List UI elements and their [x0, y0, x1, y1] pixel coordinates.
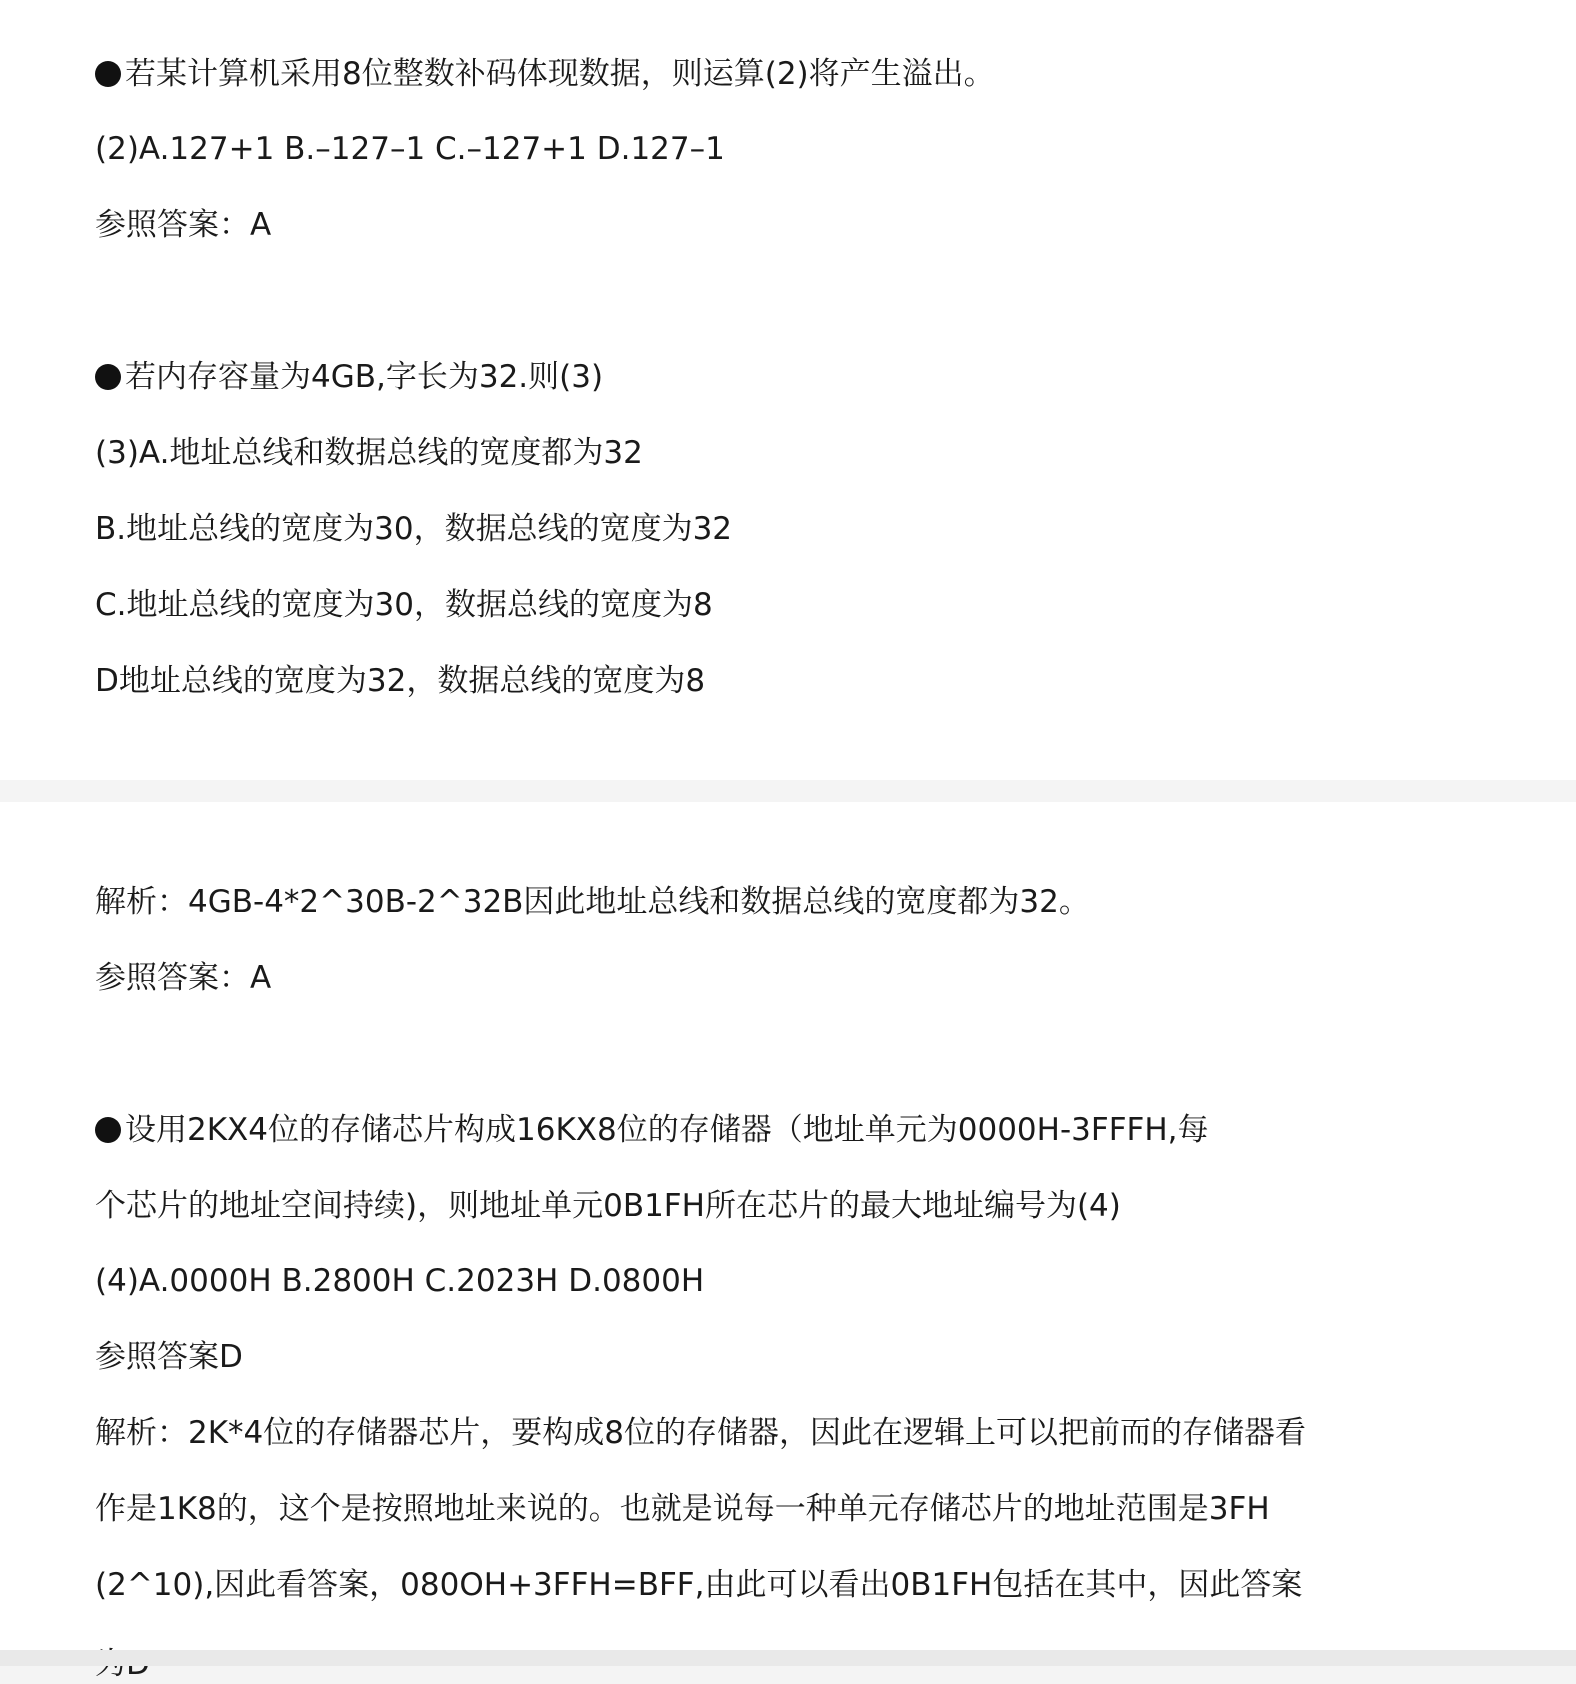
question-3-option-c: C.地址总线的宽度为30，数据总线的宽度为8 [95, 587, 713, 623]
question-4-answer: 参照答案D [95, 1339, 243, 1375]
content-card-top [0, 0, 1576, 780]
question-3-option-a: (3)A.地址总线和数据总线的宽度都为32 [95, 435, 643, 471]
question-3-answer: 参照答案：A [95, 960, 272, 996]
question-2-stem: 若某计算机采用8位整数补码体现数据，则运算(2)将产生溢出。 [95, 54, 995, 94]
content-card-bottom [0, 802, 1576, 1666]
question-3-stem: 若内存容量为4GB,字长为32.则(3) [95, 357, 603, 397]
question-4-analysis-line-3: (2^10),因此看答案，080OH+3FFH=BFF,由此可以看出0B1FH包括在其中，因此答案 [95, 1567, 1303, 1603]
bottom-edge [0, 1650, 1576, 1666]
question-4-stem-line-2: 个芯片的地址空间持续)，则地址单元0B1FH所在芯片的最大地址编号为(4) [95, 1188, 1121, 1224]
question-3-analysis: 解析：4GB-4*2^30B-2^32B因此地址总线和数据总线的宽度都为32。 [95, 884, 1090, 920]
question-4-stem-line-1: 设用2KX4位的存储芯片构成16KX8位的存储器（地址单元为0000H-3FFFH,每 [95, 1110, 1209, 1150]
question-2-options: (2)A.127+1 B.–127–1 C.–127+1 D.127–1 [95, 131, 725, 167]
question-2-answer: 参照答案：A [95, 207, 272, 243]
bullet-icon [95, 61, 121, 87]
question-4-analysis-line-1: 解析：2K*4位的存储器芯片，要构成8位的存储器，因此在逻辑上可以把前而的存储器看 [95, 1415, 1306, 1451]
card-separator [0, 780, 1576, 802]
question-3-option-b: B.地址总线的宽度为30，数据总线的宽度为32 [95, 511, 733, 547]
question-3-option-d: D地址总线的宽度为32，数据总线的宽度为8 [95, 663, 706, 699]
bullet-icon [95, 364, 121, 390]
bullet-icon [95, 1117, 121, 1143]
question-4-analysis-line-2: 作是1K8的，这个是按照地址来说的。也就是说每一种单元存储芯片的地址范围是3FH [95, 1491, 1270, 1527]
question-4-options: (4)A.0000H B.2800H C.2023H D.0800H [95, 1263, 705, 1299]
